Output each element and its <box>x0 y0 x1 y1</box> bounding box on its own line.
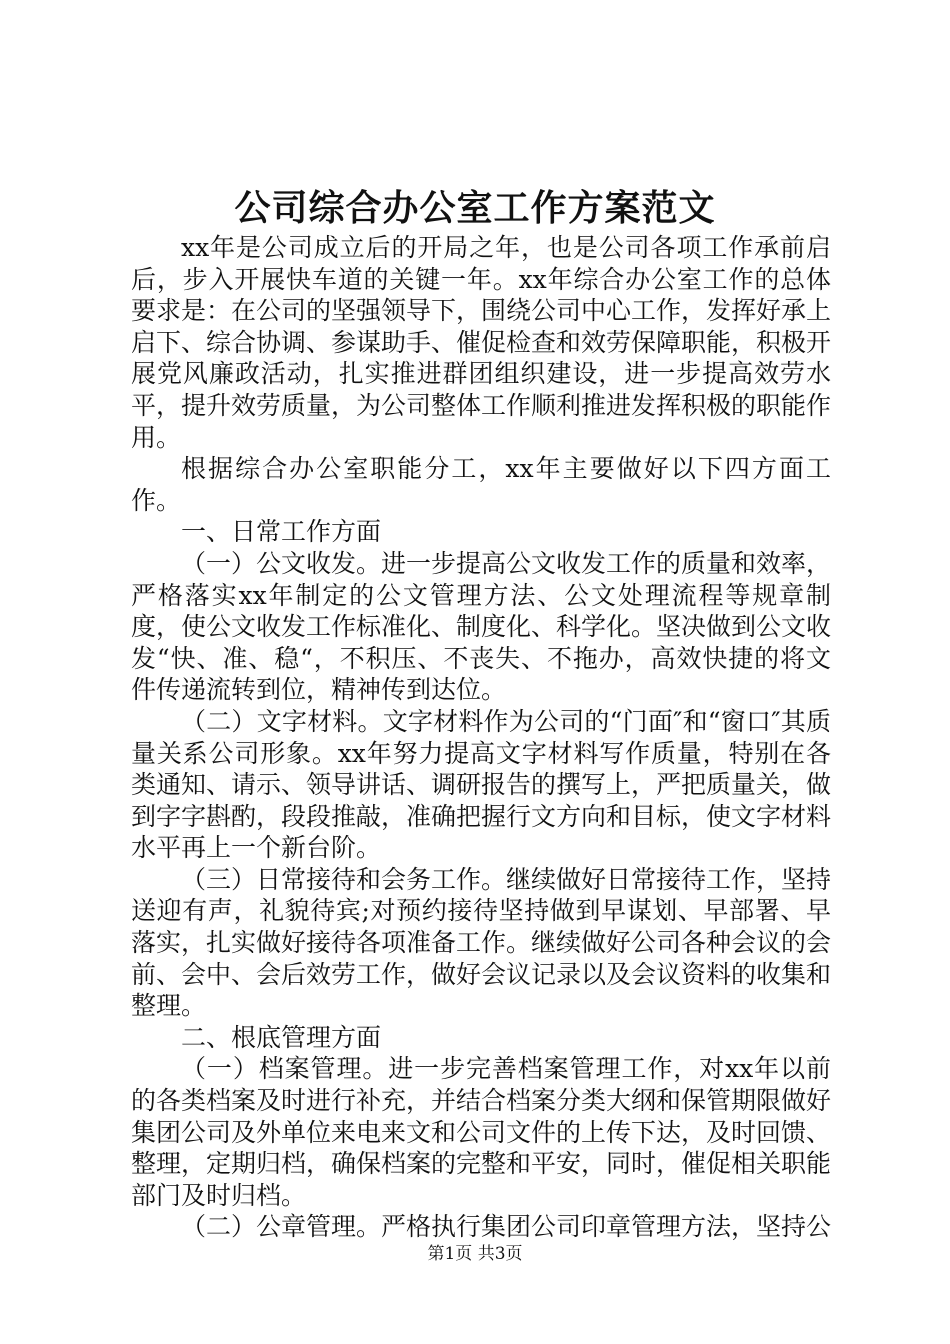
paragraph-document-handling: （一）公文收发。进一步提高公文收发工作的质量和效率，严格落实xx年制定的公文管理方法、公文处理流程等规章制度，使公文收发工作标准化、制度化、科学化。坚决做到公文收发“快、准、稳“，不积压、不丧失、不拖办，高效快捷的将文件传递流转到位，精神传到达位。 <box>131 548 832 705</box>
paragraph-intro: xx年是公司成立后的开局之年，也是公司各项工作承前启后，步入开展快车道的关键一年。xx年综合办公室工作的总体要求是：在公司的坚强领导下，围绕公司中心工作，发挥好承上启下、综合协调、参谋助手、催促检查和效劳保障职能，积极开展党风廉政活动，扎实推进群团组织建设，进一步提高效劳水平，提升效劳质量，为公司整体工作顺利推进发挥积极的职能作用。 <box>131 233 832 452</box>
document-title: 公司综合办公室工作方案范文 <box>234 187 716 229</box>
section-heading-daily-work: 一、日常工作方面 <box>181 517 382 547</box>
document-body <box>131 232 831 1243</box>
paragraph-written-materials: （二）文字材料。文字材料作为公司的“门面″和“窗口″其质量关系公司形象。xx年努力提高文字材料写作质量，特别在各类通知、请示、领导讲话、调研报告的撰写上，严把质量关，做到字字斟酌，段段推敲，准确把握行文方向和目标，使文字材料水平再上一个新台阶。 <box>131 706 832 863</box>
paragraph-reception-meetings: （三）日常接待和会务工作。继续做好日常接待工作，坚持送迎有声，礼貌待宾;对预约接待坚持做到早谋划、早部署、早落实，扎实做好接待各项准备工作。继续做好公司各种会议的会前、会中、会后效劳工作，做好会议记录以及会议资料的收集和整理。 <box>131 864 832 1021</box>
section-heading-basic-management: 二、根底管理方面 <box>181 1022 382 1052</box>
paragraph-overview: 根据综合办公室职能分工，xx年主要做好以下四方面工作。 <box>131 454 831 515</box>
paragraph-archive-management: （一）档案管理。进一步完善档案管理工作，对xx年以前的各类档案及时进行补充，并结合档案分类大纲和保管期限做好集团公司及外单位来电来文和公司文件的上传下达，及时回馈、整理，定期归档，确保档案的完整和平安，同时，催促相关职能部门及时归档。 <box>131 1054 832 1210</box>
paragraph-seal-management: （二）公章管理。严格执行集团公司印章管理方法，坚持公 <box>181 1212 832 1242</box>
page-footer: 第1页 共3页 <box>427 1244 523 1264</box>
